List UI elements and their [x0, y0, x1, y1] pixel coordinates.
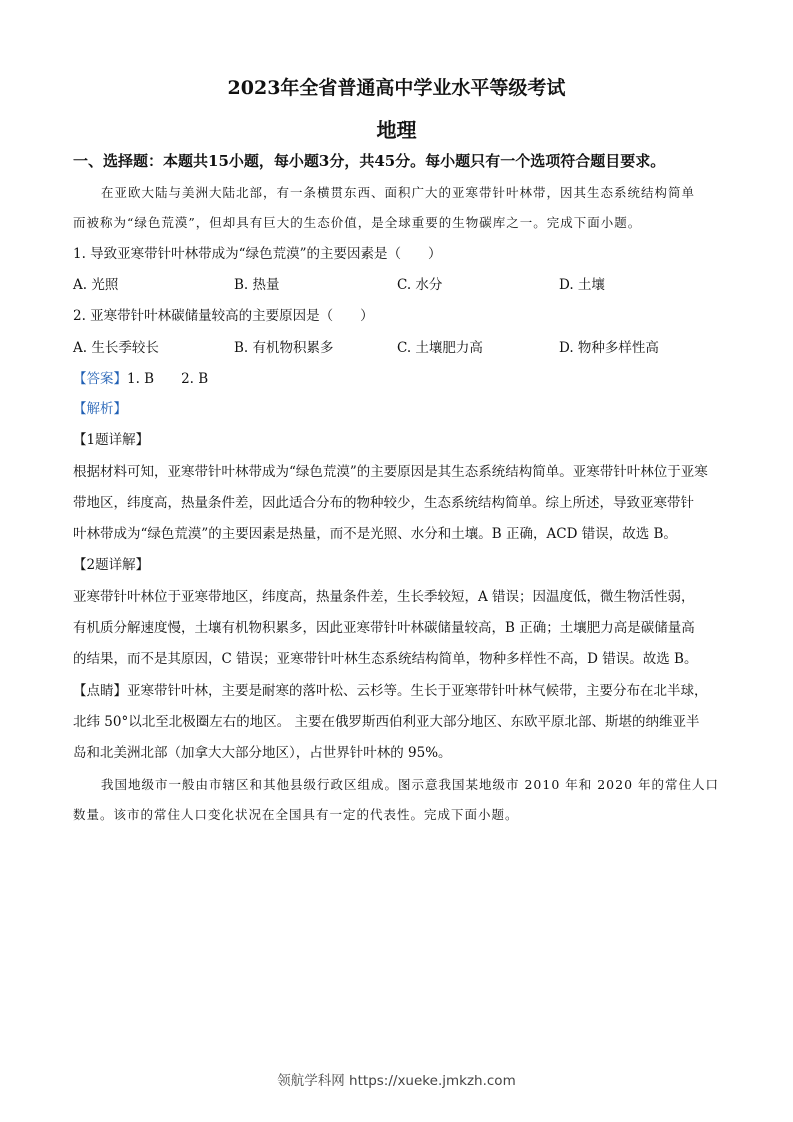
- tip-line1: 亚寒带针叶林，主要是耐寒的落叶松、云杉等。生长于亚寒带针叶林气候带，主要分布在北半球，: [127, 683, 708, 699]
- q1-option-d: D. 土壤: [559, 277, 605, 293]
- passage1-line2: 而被称为“绿色荒漠”，但却具有巨大的生态价值，是全球重要的生物碳库之一。完成下面小题。: [73, 215, 642, 230]
- detail-2-line3: 的结果，而不是其原因，C 错误；亚寒带针叶林生态系统结构简单，物种多样性不高，D 错误。故选 B。: [73, 651, 698, 667]
- analysis-label: 【解析】: [73, 401, 127, 417]
- subject-title: 地理: [376, 118, 417, 142]
- question-1-stem: 1. 导致亚寒带针叶林带成为“绿色荒漠”的主要因素是（ ）: [73, 246, 442, 262]
- footer-watermark: 领航学科网 https://xueke.jmkzh.com: [277, 1073, 516, 1089]
- q1-option-b: B. 热量: [234, 277, 280, 293]
- detail-1-line3: 叶林带成为“绿色荒漠”的主要因素是热量，而不是光照、水分和土壤。B 正确，ACD 错误，故选 B。: [73, 526, 677, 542]
- question-2-stem: 2. 亚寒带针叶林碳储量较高的主要原因是（ ）: [73, 308, 374, 324]
- passage2-line2: 数量。该市的常住人口变化状况在全国具有一定的代表性。完成下面小题。: [73, 807, 519, 822]
- detail-1-label: 【1题详解】: [73, 432, 150, 448]
- tip-label: 【点睛】: [73, 683, 127, 699]
- detail-1-line1: 根据材料可知，亚寒带针叶林带成为“绿色荒漠”的主要原因是其生态系统结构简单。亚寒带针叶林位于亚寒: [73, 464, 708, 480]
- exam-title: 2023年全省普通高中学业水平等级考试: [227, 77, 566, 99]
- passage1-line1: 在亚欧大陆与美洲大陆北部，有一条横贯东西、面积广大的亚寒带针叶林带，因其生态系统结构简单: [101, 185, 696, 200]
- answer-label: 【答案】: [73, 371, 127, 387]
- detail-2-label: 【2题详解】: [73, 557, 150, 573]
- q2-option-a: A. 生长季较长: [73, 340, 159, 356]
- answer-value: 1. B 2. B: [127, 371, 209, 387]
- tip-line3: 岛和北美洲北部（加拿大大部分地区），占世界针叶林的 95%。: [73, 745, 452, 761]
- tip-row: [73, 681, 723, 701]
- q1-option-a: A. 光照: [73, 277, 119, 293]
- detail-1-line2: 带地区，纬度高，热量条件差，因此适合分布的物种较少，生态系统结构简单。综上所述，导致亚寒带针: [73, 495, 694, 511]
- tip-line2: 北纬 50°以北至北极圈左右的地区。 主要在俄罗斯西伯利亚大部分地区、东欧平原北部、斯堪的纳维亚半: [73, 714, 700, 730]
- detail-2-line1: 亚寒带针叶林位于亚寒带地区，纬度高，热量条件差，生长季较短，A 错误；因温度低，微生物活性弱，: [73, 589, 695, 605]
- q2-option-c: C. 土壤肥力高: [397, 340, 483, 356]
- q2-option-b: B. 有机物积累多: [234, 340, 334, 356]
- section-heading: 一、选择题：本题共15小题，每小题3分，共45分。每小题只有一个选项符合题目要求。: [73, 152, 666, 170]
- detail-2-line2: 有机质分解速度慢，土壤有机物积累多，因此亚寒带针叶林碳储量较高，B 正确；土壤肥力高是碳储量高: [73, 620, 695, 636]
- q2-option-d: D. 物种多样性高: [559, 340, 659, 356]
- answer-row: [73, 369, 723, 389]
- passage2-line1: 我国地级市一般由市辖区和其他县级行政区组成。图示意我国某地级市 2010 年和 2020 年的常住人口: [101, 777, 720, 792]
- q1-option-c: C. 水分: [397, 277, 443, 293]
